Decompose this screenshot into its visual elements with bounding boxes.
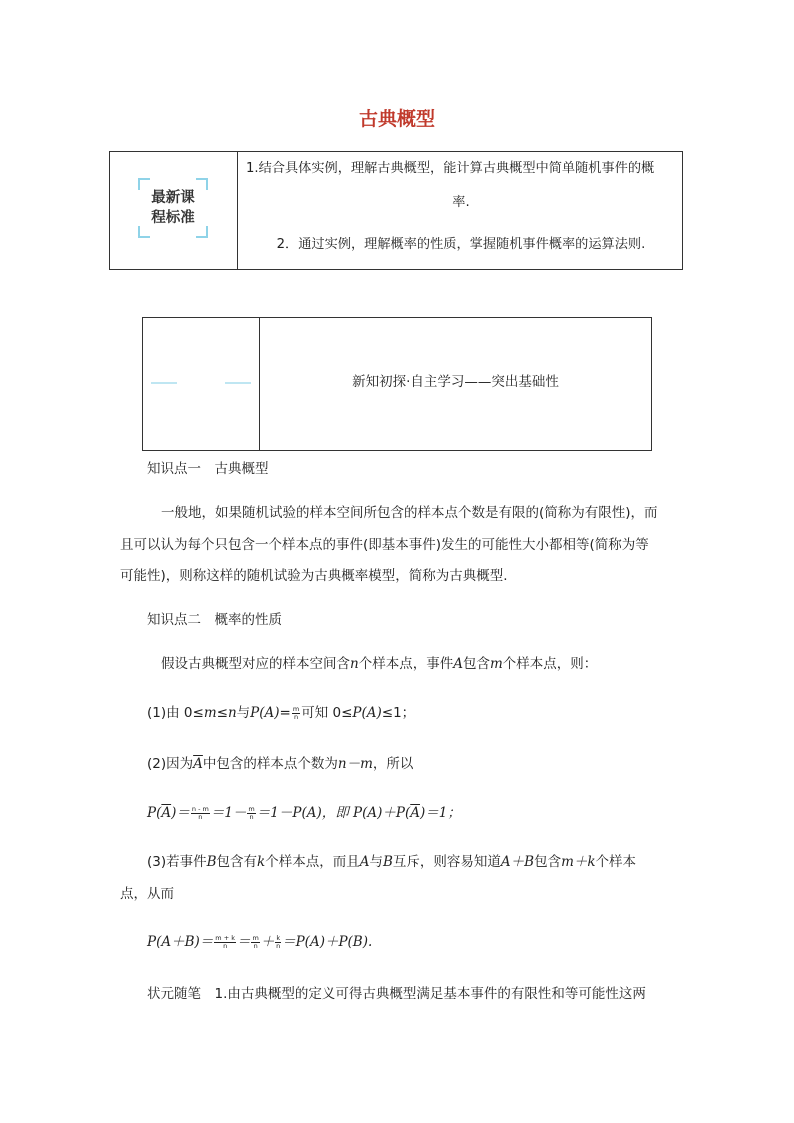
math-expr: P(A) xyxy=(352,705,382,721)
math-expr: ＝P(A)＋P(B). xyxy=(282,934,373,950)
text: 个样本 xyxy=(595,854,637,870)
fraction-denominator: n xyxy=(293,712,299,721)
fraction-denominator: n xyxy=(253,941,258,950)
fraction xyxy=(251,935,259,950)
math-var: A xyxy=(359,854,370,870)
badge-corner xyxy=(196,178,208,190)
decoration-dash xyxy=(151,382,177,384)
math-expr: m＋k xyxy=(561,854,596,870)
fraction xyxy=(275,935,281,950)
fraction-denominator: n xyxy=(223,941,228,950)
text: (3)若事件 xyxy=(147,854,207,870)
text: (2)因为 xyxy=(147,756,194,772)
paragraph-line-3: 可能性)，则称这样的随机试验为古典概率模型，简称为古典概型. xyxy=(120,568,508,584)
fraction-numerator: k xyxy=(276,933,281,942)
section-banner-text: 新知初探·自主学习——突出基础性 xyxy=(352,374,559,390)
math-var-complement: $\overline{A}$ xyxy=(161,805,172,821)
math-var-complement: $\overline{A}$ xyxy=(193,756,203,772)
page-title: 古典概型 xyxy=(358,108,435,130)
math-var: m xyxy=(203,705,217,721)
paragraph-line-2: 且可以认为每个只包含一个样本点的事件(即基本事件)发生的可能性大小都相等(简称为等 xyxy=(120,537,649,553)
paragraph-line-1: 一般地，如果随机试验的样本空间所包含的样本点个数是有限的(简称为有限性)，而 xyxy=(161,505,658,521)
property-item-2-formula xyxy=(147,804,461,822)
standard-line-2: 率. xyxy=(452,195,470,210)
math-var: k xyxy=(257,854,266,870)
math-var-complement: $\overline{A}$ xyxy=(410,805,420,821)
study-note: 状元随笔 1.由古典概型的定义可得古典概型满足基本事件的有限性和等可能性这两 xyxy=(147,986,646,1002)
math-var: n xyxy=(227,705,237,721)
math-var: m xyxy=(489,656,503,672)
math-var: B xyxy=(382,854,393,870)
property-intro xyxy=(161,655,597,673)
text: 个样本点，而且 xyxy=(265,854,360,870)
fraction xyxy=(214,935,236,950)
math-var: n xyxy=(350,656,359,672)
badge-corner xyxy=(138,226,150,238)
fraction-denominator: n xyxy=(276,941,281,950)
standard-content xyxy=(238,152,682,269)
fraction xyxy=(292,706,300,721)
math-var: A xyxy=(453,656,463,672)
math-expr: )＝ xyxy=(171,805,190,821)
fraction-denominator: n xyxy=(249,812,254,821)
text: ，所以 xyxy=(372,756,414,772)
section-banner-decoration xyxy=(143,318,260,450)
knowledge-point-1-heading: 知识点一 古典概型 xyxy=(147,461,269,477)
property-item-3-formula xyxy=(147,933,372,951)
text: 包含 xyxy=(534,854,562,870)
text: 可知 0≤ xyxy=(301,705,353,721)
standard-badge xyxy=(142,182,204,234)
text: 假设古典概型对应的样本空间含 xyxy=(161,656,350,672)
text: 互斥，则容易知道 xyxy=(392,854,501,870)
math-expr: ＋ xyxy=(260,934,275,950)
standard-line-1: 1.结合具体实例，理解古典概型，能计算古典概型中简单随机事件的概 xyxy=(246,161,655,176)
text: 中包含的样本点个数为 xyxy=(202,756,338,772)
property-item-2 xyxy=(147,755,413,773)
property-item-1 xyxy=(147,704,415,722)
text: 与 xyxy=(236,705,251,721)
fraction xyxy=(191,806,210,821)
text: ≤ xyxy=(216,705,228,721)
property-item-3 xyxy=(147,853,636,871)
badge-line-2: 程标准 xyxy=(151,210,195,226)
text: 个样本点，事件 xyxy=(358,656,454,672)
section-banner-table xyxy=(142,317,652,451)
math-expr: ＝ xyxy=(236,934,251,950)
fraction xyxy=(247,806,255,821)
text: ≤1； xyxy=(381,705,416,721)
text: = xyxy=(279,705,291,721)
math-expr: ＝1－ xyxy=(210,805,247,821)
badge-line-1: 最新课 xyxy=(151,190,195,206)
text: 个样本点，则： xyxy=(502,656,598,672)
text: 包含 xyxy=(462,656,490,672)
fraction-denominator: n xyxy=(198,812,203,821)
math-expr: P(A＋B)＝ xyxy=(147,934,214,950)
text: (1)由 0≤ xyxy=(147,705,204,721)
fraction-numerator: m xyxy=(292,704,300,713)
fraction-numerator: m xyxy=(248,804,255,813)
fraction-numerator: m xyxy=(252,933,259,942)
math-expr: P( xyxy=(147,805,162,821)
standard-badge-cell xyxy=(110,152,238,269)
curriculum-standard-table xyxy=(109,151,683,270)
math-expr: A＋B xyxy=(500,854,535,870)
property-item-3-continued: 点，从而 xyxy=(120,886,174,902)
text: 与 xyxy=(369,854,383,870)
math-expr: P(A) xyxy=(250,705,280,721)
fraction-numerator: n - m xyxy=(191,804,209,813)
badge-corner xyxy=(196,226,208,238)
math-expr: )＝1； xyxy=(419,805,461,821)
decoration-dash xyxy=(225,382,251,384)
math-expr: n－m xyxy=(337,756,373,772)
math-expr: ＝1－P(A)，即 P(A)＋P( xyxy=(256,805,411,821)
knowledge-point-2-heading: 知识点二 概率的性质 xyxy=(147,612,282,628)
standard-line-3: 2．通过实例，理解概率的性质，掌握随机事件概率的运算法则. xyxy=(276,237,646,252)
text: 包含有 xyxy=(216,854,258,870)
fraction-numerator: m + k xyxy=(215,933,235,942)
badge-corner xyxy=(138,178,150,190)
math-var: B xyxy=(206,854,217,870)
